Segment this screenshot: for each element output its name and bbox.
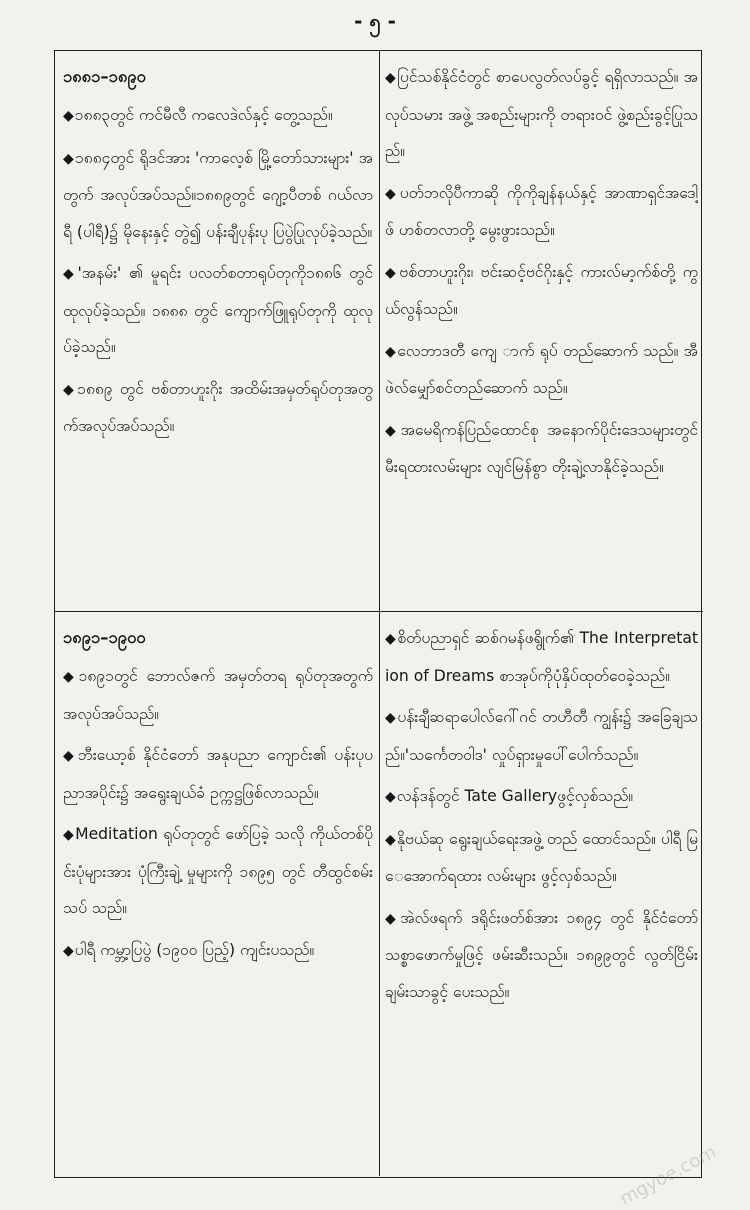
diamond-bullet-icon: ◆ (63, 942, 74, 959)
page-number: - ၅ - (354, 9, 396, 33)
diamond-bullet-icon: ◆ (63, 381, 77, 398)
timeline-entry: ◆ပတ်ဘလိုပီကာဆို ကိုကိုချန်နယ်နှင့် အာဏာရှင်အဒေါ့ဖ် ဟစ်တလာတို့ မွေးဖွားသည်။ (385, 183, 698, 239)
timeline-entry: ◆အမေရိကန်ပြည်ထောင်စု အနောက်ပိုင်းဒေသများတွင် မီးရထားလမ်းများ လျင်မြန်စွာ တိုးချဲ့လာနိုင်ခဲ့သည်။ (385, 420, 698, 476)
timeline-entry: ◆နိုဗယ်ဆု ရွေးချယ်ရေးအဖွဲ့ တည် ထောင်သည်။ ပါရီ မြေအောက်ရထား လမ်းများ ဖွင့်လှစ်သည်။ (385, 829, 698, 885)
timeline-entry: ◆၁၈၉၁တွင် ဘောလ်ဇက် အမှတ်တရ ရုပ်တုအတွက် အလုပ်အပ်သည်။ (63, 667, 373, 723)
timeline-entry: ◆Meditation ရုပ်တုတွင် ဖော်ပြခဲ့ သလို ကိုယ်တစ်ပိုင်းပုံများအား ပုံကြီးချဲ့ မှုများကို ၁၈၉၅ တွင် တီထွင်စမ်းသပ် သည်။ (63, 825, 373, 917)
timeline-entry: ◆၁၈၈၃တွင် ကင်မီလီ ကလေဒဲလ်နှင့် တွေ့သည်။ (63, 106, 333, 124)
period-heading: ၁၈၈၁–၁၈၉၀ (63, 67, 146, 86)
diamond-bullet-icon: ◆ (63, 150, 75, 167)
watermark: mgyoe.com (616, 1141, 720, 1210)
timeline-table (54, 50, 702, 1178)
diamond-bullet-icon: ◆ (385, 910, 400, 927)
timeline-entry: ◆ဘီးယော့စ် နိုင်ငံတော် အနုပညာ ကျောင်း၏ ပန်းပုပညာအပိုင်း၌ အရွေးချယ်ခံ ဥက္ကဋ္ဌဖြစ်လာသည်။ (63, 746, 373, 802)
cell-1891-1900-artist (55, 611, 379, 1176)
diamond-bullet-icon: ◆ (385, 631, 397, 647)
timeline-entry: ◆၁၈၈၄တွင် ရိုဒင်အား 'ကာလေ့စ် မြို့တော်သားများ' အတွက် အလုပ်အပ်သည်။၁၈၈၉တွင် ဂျော့ပီတစ် ဂယ်လာရီ (ပါရီ)၌ မိုနေးနှင့် တွဲ၍ ပန်းချီပုန်းပု ပြပွဲပြုလုပ်ခဲ့သည်။ (63, 148, 373, 241)
diamond-bullet-icon: ◆ (385, 343, 397, 360)
diamond-bullet-icon: ◆ (63, 266, 77, 282)
timeline-entry: ◆အဲလ်ဖရက် ဒရိုင်းဖတ်စ်အား ၁၈၉၄ တွင် နိုင်ငံတော် သစ္စာဖောက်မှုဖြင့် ဖမ်းဆီးသည်။ ၁၈၉၉တွင် လွတ်ငြိမ်း ချမ်းသာခွင့် ပေးသည်။ (385, 908, 698, 1001)
timeline-entry: ◆ပါရီ ကမ္ဘာ့ပြပွဲ (၁၉၀၀ ပြည့်) ကျင်းပသည်။ (63, 940, 315, 959)
timeline-entry: ◆လေဘာဒတီ ကျေ ာက် ရုပ် တည်ဆောက် သည်။ အီဖဲလ်မျှော်စင်တည်ဆောက် သည်။ (385, 341, 698, 397)
cell-1881-1890-world (379, 51, 703, 611)
timeline-entry: ◆ပန်းချီဆရာပေါလ်ဂေါ်ဂင် တဟီတီ ကျွန်း၌ အခြေချသည်။'သင်္ကေတဝါဒ' လှုပ်ရှားမှုပေါ်ပေါက်သည်။ (385, 708, 698, 764)
diamond-bullet-icon: ◆ (385, 831, 396, 848)
diamond-bullet-icon: ◆ (385, 185, 399, 202)
cell-1881-1890-artist (55, 51, 379, 611)
period-heading: ၁၈၉၁–၁၉၀၀ (63, 628, 146, 647)
timeline-entry: ◆ပြင်သစ်နိုင်ငံတွင် စာပေလွတ်လပ်ခွင့် ရရှိလာသည်။ အလုပ်သမား အဖွဲ့ အစည်းများကို တရားဝင် ဖွဲ့စည်းခွင့်ပြုသည်။ (385, 68, 698, 160)
diamond-bullet-icon: ◆ (63, 108, 74, 124)
diamond-bullet-icon: ◆ (385, 264, 399, 281)
diamond-bullet-icon: ◆ (385, 789, 396, 805)
diamond-bullet-icon: ◆ (385, 70, 397, 86)
diamond-bullet-icon: ◆ (385, 422, 400, 439)
diamond-bullet-icon: ◆ (385, 710, 397, 726)
timeline-entry: ◆လန်ဒန်တွင် Tate Galleryဖွင့်လှစ်သည်။ (385, 787, 633, 805)
diamond-bullet-icon: ◆ (63, 748, 77, 764)
timeline-entry: ◆'အနမ်း' ၏ မူရင်း ပလတ်စတာရုပ်တုကို၁၈၈၆ တွင် ထုလုပ်ခဲ့သည်။ ၁၈၈၈ တွင် ကျောက်ဖြူရုပ်တုကို ထုလုပ်ခဲ့သည်။ (63, 264, 373, 356)
timeline-entry: ◆ဗစ်တာဟူးဂိုး၊ ဗင်းဆင့်ဗင်ဂိုးနှင့် ကားလ်မာ့က်စ်တို့ ကွယ်လွန်သည်။ (385, 262, 698, 318)
timeline-entry: ◆စိတ်ပညာရှင် ဆစ်ဂမန်ဖရွိုက်၏ The Interpretation of Dreams စာအုပ်ကိုပုံနှိပ်ထုတ်ဝေခဲ့သည်။ (385, 629, 698, 685)
diamond-bullet-icon: ◆ (63, 669, 78, 685)
diamond-bullet-icon: ◆ (63, 827, 75, 843)
timeline-entry: ◆၁၈၈၉ တွင် ဗစ်တာဟူးဂိုး အထိမ်းအမှတ်ရုပ်တုအတွက်အလုပ်အပ်သည်။ (63, 379, 373, 435)
cell-1891-1900-world (379, 611, 703, 1176)
